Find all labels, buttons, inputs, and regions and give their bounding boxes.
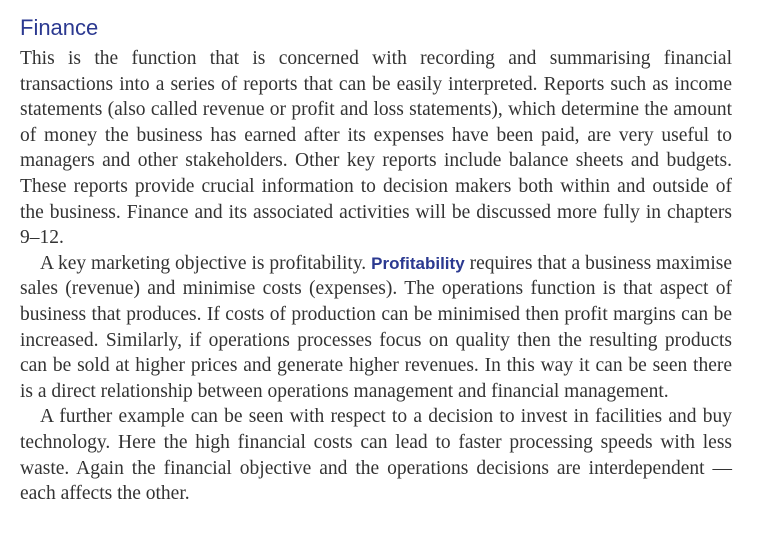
paragraph-profitability-body: requires that a business maximise sales (revenue) and minimise costs (expenses). The operations function is that aspect of business that produces. If costs of production can be minimised then profit margins can be increased. Similarly, if operations processes focus on quality then the resulting products can be sold at higher prices and generate higher revenues. In this way it can be seen there is a direct relationship between operations management and financial management. (20, 252, 733, 402)
paragraph-finance-definition: This is the function that is concerned with recording and summarising financial transactions into a series of reports that can be easily interpreted. Reports such as income statements (also called revenue or profit and loss statements), which determine the amount of money the business has earned after its expenses have been paid, are very useful to managers and other stakeholders. Other key reports include balance sheets and budgets. These reports provide crucial information to decision makers both within and outside of the business. Finance and its associated activities will be discussed more fully in chapters 9–12. (20, 48, 732, 249)
paragraph-profitability (20, 251, 732, 405)
paragraph-profitability-lead: A key marketing objective is profitability. (40, 252, 372, 274)
page-content (20, 14, 732, 507)
paragraph-investment-example: A further example can be seen with respect to a decision to invest in facilities and buy technology. Here the high financial costs can lead to faster processing speeds with less waste. Again the financial objective and the operations decisions are interdependent — each affects the other. (20, 406, 732, 505)
keyterm-profitability: Profitability (371, 253, 465, 273)
section-heading: Finance (20, 15, 99, 40)
